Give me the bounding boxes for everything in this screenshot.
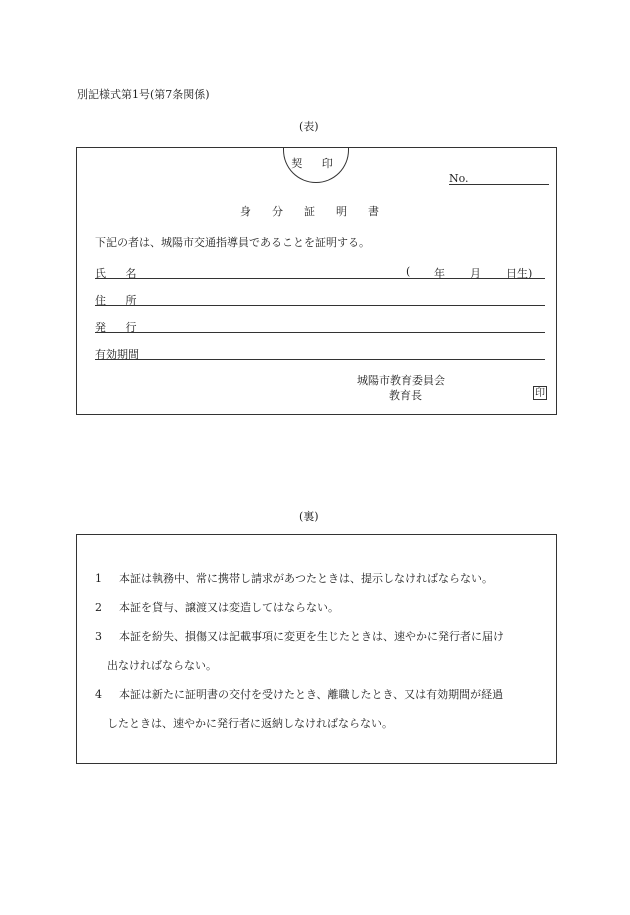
clause-text: 本証は執務中、常に携帯し請求があつたときは、提示しなければならない。 — [119, 572, 493, 585]
clause-4 — [95, 686, 503, 702]
number-line — [449, 184, 549, 185]
clause-4-continuation: したときは、速やかに発行者に返納しなければならない。 — [107, 717, 393, 730]
clause-number: 4 — [95, 688, 102, 701]
front-side-label: (表) — [299, 120, 319, 133]
clause-3-continuation: 出なければならない。 — [107, 659, 217, 672]
clause-number: 2 — [95, 601, 102, 614]
front-card — [76, 147, 557, 415]
validity-line — [95, 359, 545, 360]
birth-month-label: 月 — [470, 267, 481, 280]
validity-label: 有効期間 — [95, 348, 139, 361]
form-label: 別記様式第1号(第7条関係) — [77, 88, 210, 101]
certificate-title: 身分証明書 — [240, 205, 400, 218]
issuer-title: 教育長 — [389, 389, 422, 402]
address-label: 住 所 — [95, 294, 145, 307]
clause-2 — [95, 599, 339, 615]
name-label: 氏 名 — [95, 267, 145, 280]
clause-text: 本証を貸与、譲渡又は変造してはならない。 — [119, 601, 339, 614]
issuer-organization: 城陽市教育委員会 — [357, 374, 445, 387]
birth-day-label: 日生) — [506, 267, 533, 280]
issue-label: 発 行 — [95, 321, 145, 334]
clause-1 — [95, 570, 493, 586]
clause-3 — [95, 628, 504, 644]
certification-statement: 下記の者は、城陽市交通指導員であることを証明する。 — [95, 236, 370, 249]
birth-year-label: 年 — [434, 267, 445, 280]
birth-paren: ( — [406, 265, 411, 278]
clause-number: 3 — [95, 630, 102, 643]
clause-text: 本証は新たに証明書の交付を受けたとき、離職したとき、又は有効期間が経過 — [119, 688, 504, 701]
address-line — [95, 305, 545, 306]
seal-stamp-box: 印 — [535, 388, 545, 399]
seal-label: 契 印 — [291, 157, 341, 170]
clause-text: 本証を紛失、損傷又は記載事項に変更を生じたときは、速やかに発行者に届け — [119, 630, 504, 643]
number-label: No. — [449, 172, 469, 185]
back-side-label: (裏) — [299, 510, 319, 523]
clause-number: 1 — [95, 572, 102, 585]
name-line — [95, 278, 545, 279]
issue-line — [95, 332, 545, 333]
